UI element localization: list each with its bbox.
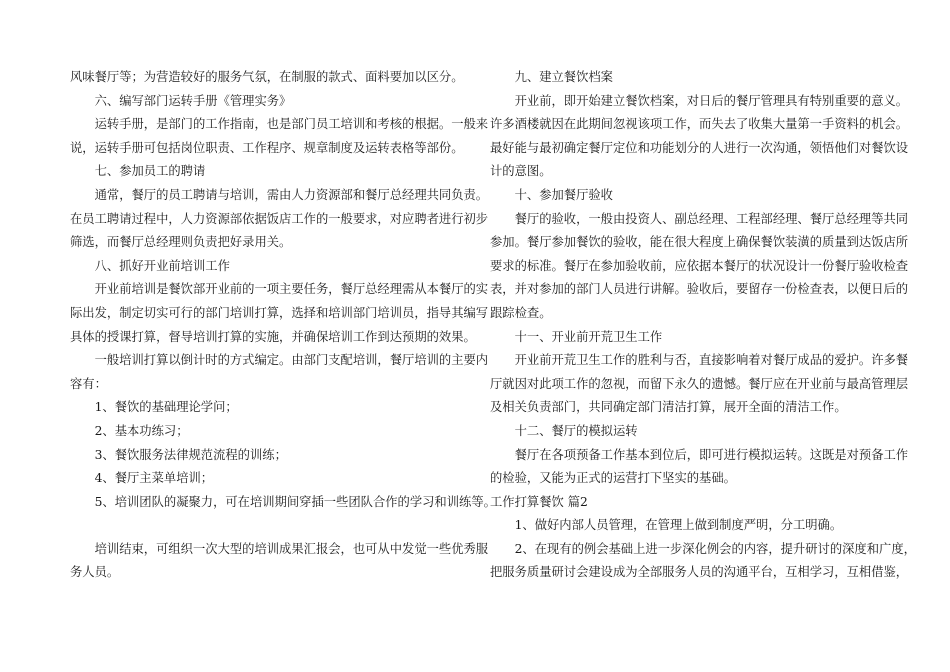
text-line: 九、建立餐饮档案 [514, 70, 613, 84]
text-line: 1、做好内部人员管理，在管理上做到制度严明，分工明确。 [514, 518, 843, 533]
text-line: 通常，餐厅的员工聘请与培训，需由人力资源部和餐厅总经理共同负责。 [94, 187, 489, 202]
text-line: 2、基本功练习； [94, 423, 189, 438]
text-line: 餐厅的验收，一般由投资人、副总经理、工程部经理、餐厅总经理等共同 [514, 211, 909, 226]
text-line: 工作打算餐饮 篇2 [490, 494, 588, 509]
text-line: 及相关负责部门，共同确定部门清洁打算，展开全面的清洁工作。 [490, 400, 847, 415]
text-line: 参加。餐厅参加餐饮的验收，能在很大程度上确保餐饮装潢的质量到达饭店所 [490, 235, 909, 250]
text-line: 3、餐饮服务法律规范流程的训练； [94, 447, 287, 462]
text-line: 八、抓好开业前培训工作 [94, 258, 230, 273]
text-line: 六、编写部门运转手册《管理实务》 [94, 93, 292, 108]
text-line: 最好能与最初确定餐厅定位和功能划分的人进行一次沟通，领悟他们对餐饮设 [490, 140, 909, 155]
text-line: 七、参加员工的聘请 [94, 164, 206, 179]
text-line: 1、餐饮的基础理论学问； [94, 400, 238, 415]
text-line: 开业前开荒卫生工作的胜利与否，直接影响着对餐厅成品的爱护。许多餐 [514, 353, 909, 368]
blank-line [70, 514, 454, 538]
text-line: 十一、开业前开荒卫生工作 [514, 329, 663, 344]
text-line: 一般培训打算以倒计时的方式编定。由部门支配培训，餐厅培训的主要内 [94, 353, 489, 368]
text-line: 4、餐厅主菜单培训； [94, 471, 214, 486]
text-line: 计的意图。 [490, 164, 552, 179]
text-line: 在员工聘请过程中，人力资源部依据饭店工作的一般要求，对应聘者进行初步 [70, 211, 489, 226]
text-line: 容有： [70, 376, 107, 391]
text-line: 表，并对参加的部门人员进行讲解。验收后，要留存一份检查表，以便日后的 [490, 282, 909, 297]
text-line: 2、在现有的例会基础上进一步深化例会的内容，提升研讨的深度和广度， [514, 541, 916, 556]
text-line: 跟踪检查。 [490, 305, 552, 320]
text-line: 具体的授课打算，督导培训打算的实施，并确保培训工作到达预期的效果。 [70, 329, 476, 344]
right-column [490, 66, 916, 585]
text-line: 筛选，而餐厅总经理则负责把好录用关。 [70, 235, 292, 250]
text-line: 说，运转手册可包括岗位职责、工作程序、规章制度及运转表格等部份。 [70, 140, 464, 155]
text-line: 厅就因对此项工作的忽视，而留下永久的遗憾。餐厅应在开业前与最高管理层 [490, 376, 909, 391]
text-line: 开业前培训是餐饮部开业前的一项主要任务，餐厅总经理需从本餐厅的实 [94, 282, 489, 297]
text-line: 风味餐厅等；为营造较好的服务气氛，在制服的款式、面料要加以区分。 [70, 70, 464, 84]
text-line: 十二、餐厅的模拟运转 [514, 423, 638, 438]
text-line: 际出发，制定切实可行的部门培训打算，选择和培训部门培训员，指导其编写 [70, 305, 489, 320]
text-line: 的检验，又能为正式的运营打下坚实的基础。 [490, 471, 736, 486]
left-column [70, 66, 496, 585]
text-line: 开业前，即开始建立餐饮档案，对日后的餐厅管理具有特别重要的意义。 [514, 93, 909, 108]
text-line: 运转手册，是部门的工作指南，也是部门员工培训和考核的根据。一般来 [94, 117, 489, 132]
text-line: 培训结束，可组织一次大型的培训成果汇报会，也可从中发觉一些优秀服 [94, 541, 489, 556]
text-line: 把服务质量研讨会建设成为全部服务人员的沟通平台，互相学习，互相借鉴， [490, 565, 909, 580]
text-line: 5、培训团队的凝聚力，可在培训期间穿插一些团队合作的学习和训练等。 [94, 494, 496, 509]
text-line: 务人员。 [70, 565, 120, 580]
text-line: 十、参加餐厅验收 [514, 187, 613, 202]
text-line: 许多酒楼就因在此期间忽视该项工作，而失去了收集大量第一手资料的机会。 [490, 117, 909, 132]
text-line: 要求的标准。餐厅在参加验收前，应依据本餐厅的状况设计一份餐厅验收检查 [490, 258, 909, 273]
text-line: 餐厅在各项预备工作基本到位后，即可进行模拟运转。这既是对预备工作 [514, 447, 909, 462]
